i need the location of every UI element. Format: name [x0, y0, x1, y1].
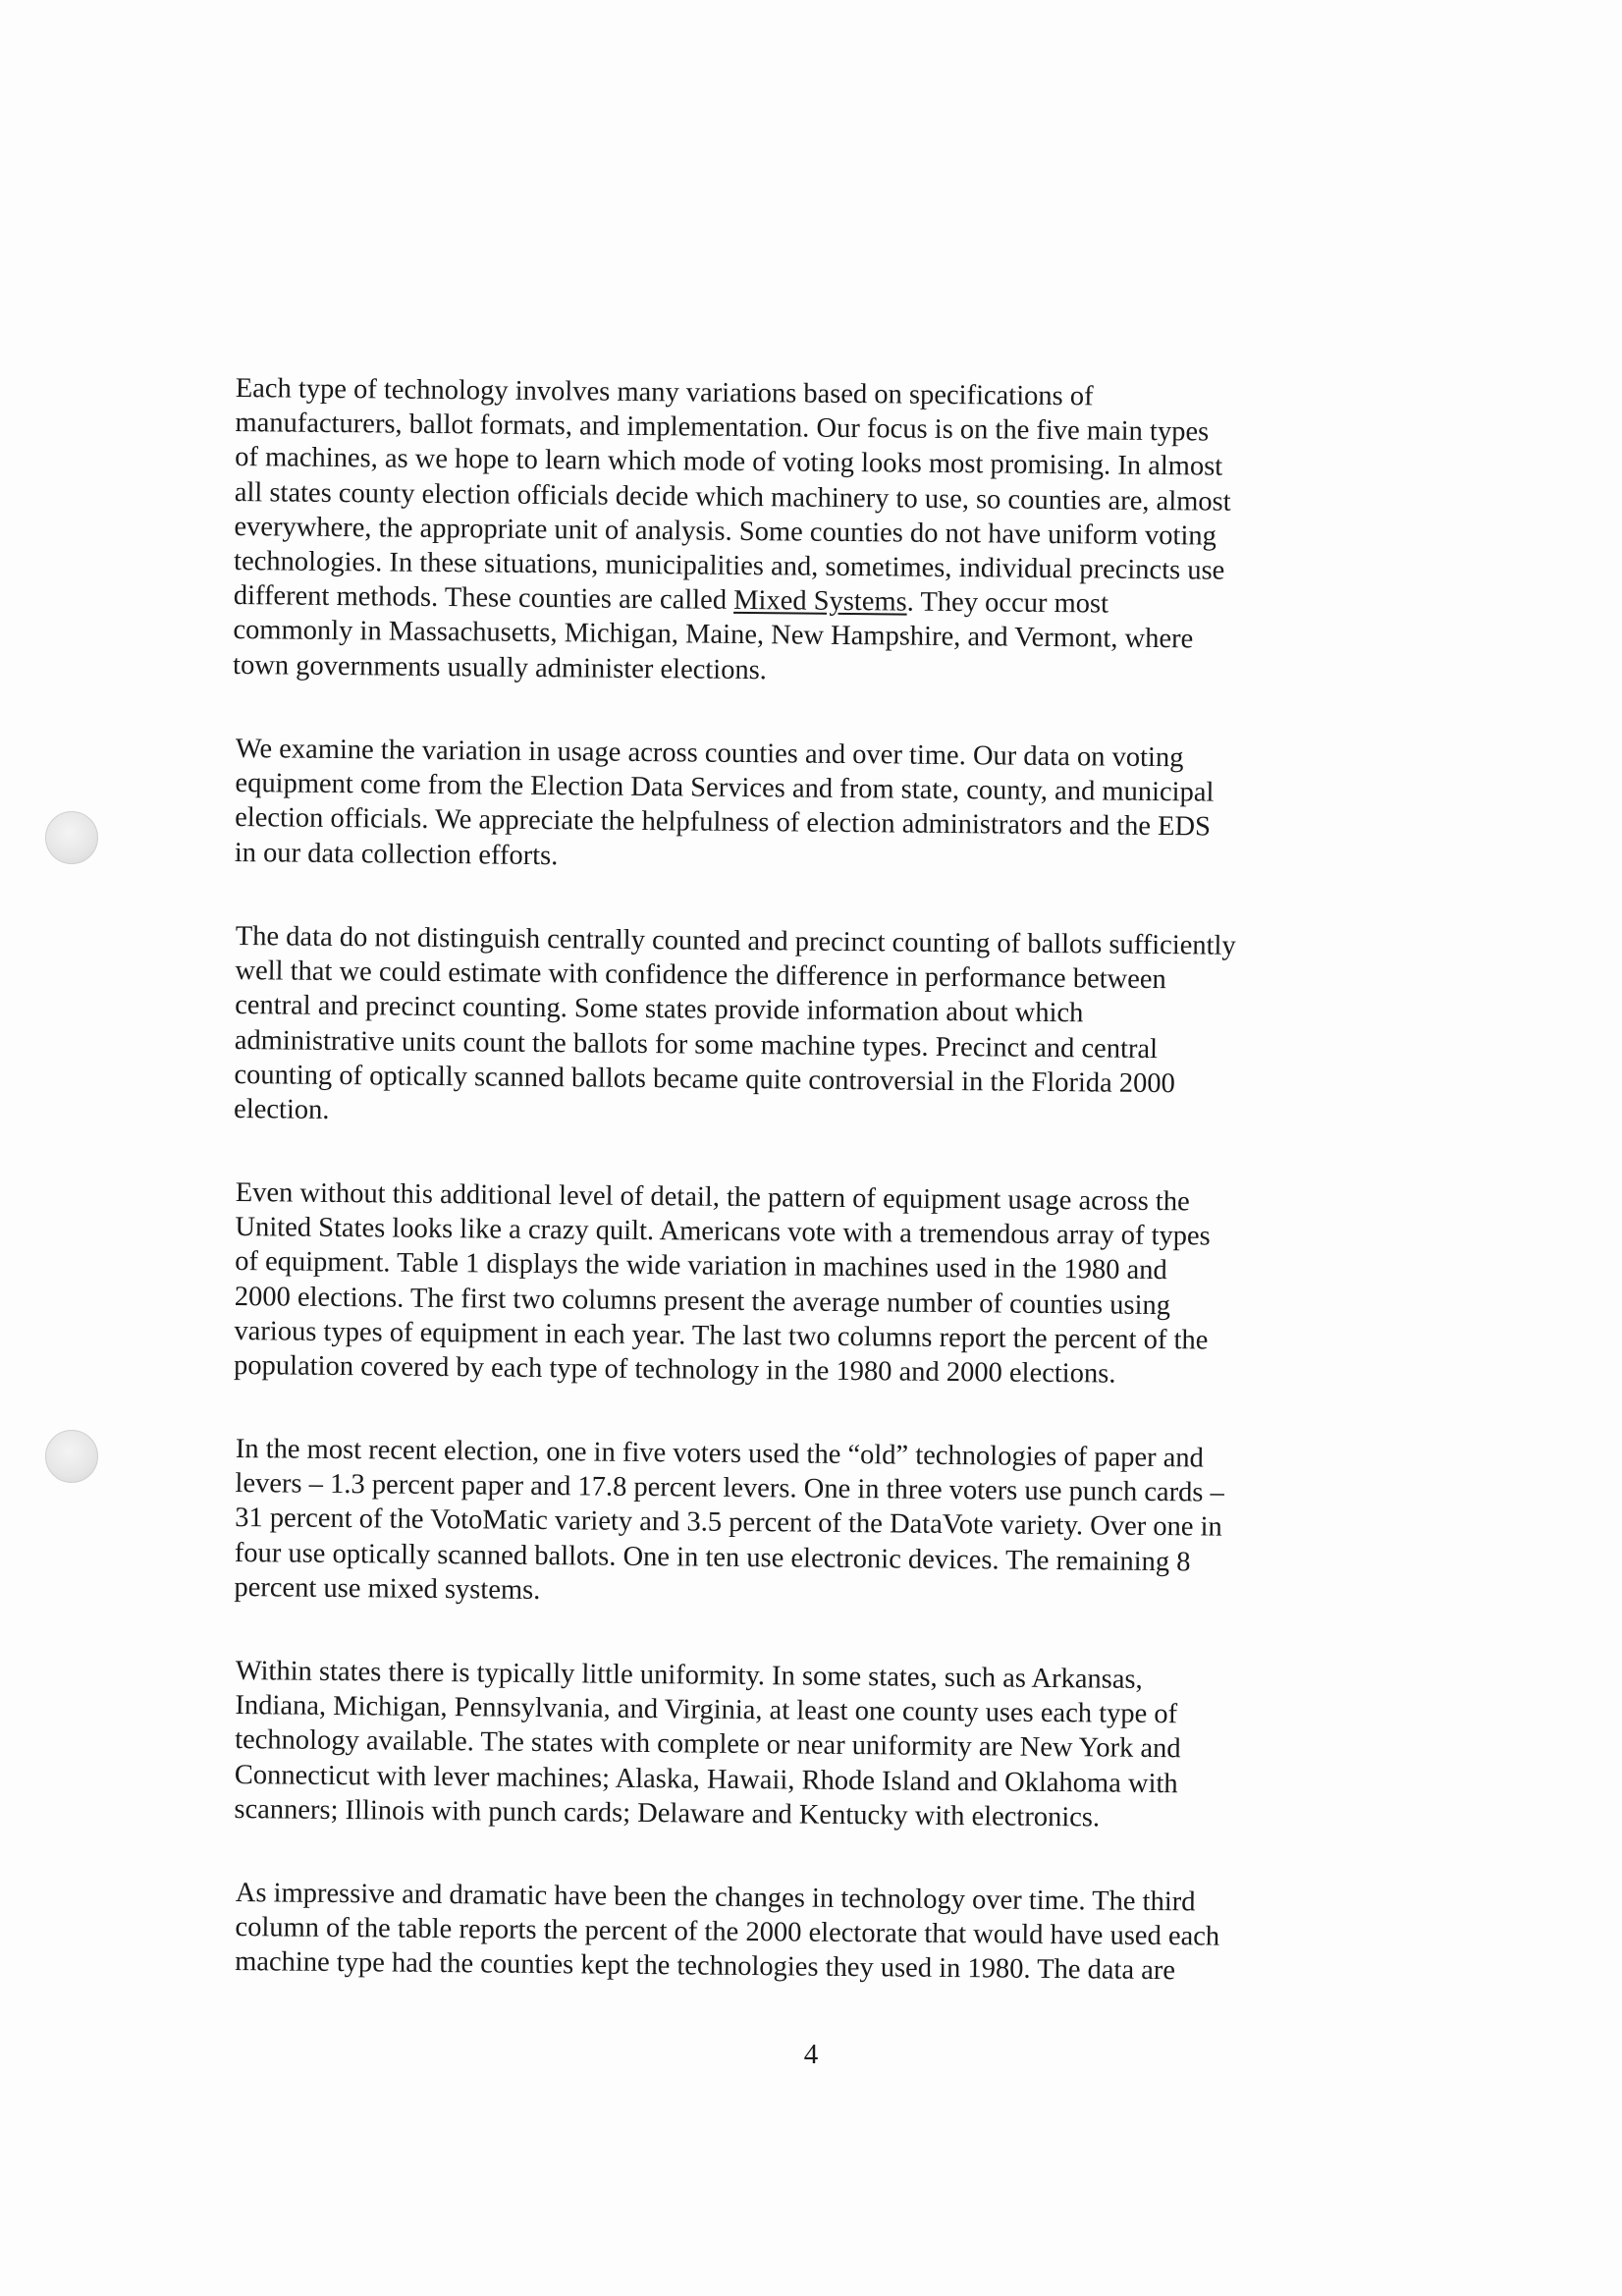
text-line: in our data collection efforts. [234, 837, 559, 871]
text-line: equipment come from the Election Data Services and from state, county, and municipal [235, 768, 1215, 808]
text-line: We examine the variation in usage across counties and over time. Our data on voting [235, 733, 1184, 774]
text-line: In the most recent election, one in five voters used the “old” technologies of paper and [235, 1434, 1205, 1474]
paragraph-changes-over-time [235, 1876, 1365, 1991]
text-line: commonly in Massachusetts, Michigan, Maine, New Hampshire, and Vermont, where [233, 615, 1194, 655]
paragraph-recent-election [234, 1432, 1365, 1615]
text-line: levers – 1.3 percent paper and 17.8 percent levers. One in three voters use punch cards – [235, 1468, 1225, 1508]
text-line: central and precinct counting. Some states provide information about which [235, 990, 1084, 1029]
text-line: technologies. In these situations, municipalities and, sometimes, individual precincts use [233, 546, 1225, 586]
text-line: machine type had the counties kept the technologies they used in 1980. The data are [235, 1946, 1176, 1987]
text-fragment: different methods. These counties are called [233, 580, 734, 617]
text-line: administrative units count the ballots for some machine types. Precinct and central [234, 1024, 1159, 1065]
text-line: population covered by each type of technology in the 1980 and 2000 elections. [233, 1349, 1116, 1390]
text-line: four use optically scanned ballots. One in ten use electronic devices. The remaining 8 [234, 1537, 1191, 1578]
text-line: Indiana, Michigan, Pennsylvania, and Virginia, at least one county uses each type of [235, 1690, 1178, 1730]
text-line: Each type of technology involves many variations based on specifications of [235, 372, 1094, 412]
text-line: counting of optically scanned ballots became quite controversial in the Florida 2000 [234, 1059, 1176, 1099]
text-line: Within states there is typically little uniformity. In some states, such as Arkansas, [235, 1656, 1143, 1695]
text-line: technology available. The states with complete or near uniformity are New York and [235, 1724, 1181, 1765]
paragraph-technology-types [233, 371, 1365, 693]
text-line: various types of equipment in each year. The last two columns report the percent of the [234, 1315, 1209, 1356]
text-line: United States looks like a crazy quilt. Americans vote with a tremendous array of types [235, 1212, 1211, 1252]
text-line: Even without this additional level of detail, the pattern of equipment usage across the [235, 1176, 1190, 1218]
page-number: 4 [803, 2039, 819, 2070]
binder-hole-bottom [45, 1430, 98, 1483]
body-text [232, 371, 1365, 2029]
paragraph-crazy-quilt [234, 1175, 1365, 1394]
binder-hole-top [45, 811, 98, 864]
text-line: everywhere, the appropriate unit of analysis. Some counties do not have uniform voting [234, 511, 1217, 552]
text-line: all states county election officials decide which machinery to use, so counties are, almost [234, 476, 1231, 518]
text-line: column of the table reports the percent of the 2000 electorate that would have used each [235, 1912, 1220, 1952]
paragraph-data-sources [235, 732, 1365, 881]
text-line: election officials. We appreciate the helpfulness of election administrators and the EDS [235, 802, 1212, 843]
paragraph-within-states [234, 1654, 1365, 1837]
text-line: town governments usually administer elections. [232, 649, 768, 685]
text-line: The data do not distinguish centrally counted and precinct counting of ballots sufficiently [235, 920, 1236, 961]
text-fragment: . They occur most [906, 586, 1109, 620]
text-line: of machines, as we hope to learn which mode of voting looks most promising. In almost [235, 442, 1223, 483]
text-line: percent use mixed systems. [234, 1571, 541, 1606]
text-line: Connecticut with lever machines; Alaska, Hawaii, Rhode Island and Oklahoma with [234, 1759, 1178, 1799]
text-line: election. [233, 1093, 330, 1125]
text-line: 2000 elections. The first two columns present the average number of counties using [234, 1281, 1171, 1321]
text-line: well that we could estimate with confidence the difference in performance between [235, 955, 1166, 995]
text-line: scanners; Illinois with punch cards; Delaware and Kentucky with electronics. [234, 1793, 1101, 1833]
mixed-systems-term: Mixed Systems [733, 585, 907, 618]
text-line: manufacturers, ballot formats, and implementation. Our focus is on the five main types [235, 408, 1210, 448]
paragraph-counting [234, 919, 1365, 1137]
text-line: 31 percent of the VotoMatic variety and 3.5 percent of the DataVote variety. Over one in [235, 1503, 1222, 1544]
text-line: of equipment. Table 1 displays the wide variation in machines used in the 1980 and [235, 1246, 1167, 1286]
text-line: As impressive and dramatic have been the changes in technology over time. The third [235, 1878, 1196, 1918]
